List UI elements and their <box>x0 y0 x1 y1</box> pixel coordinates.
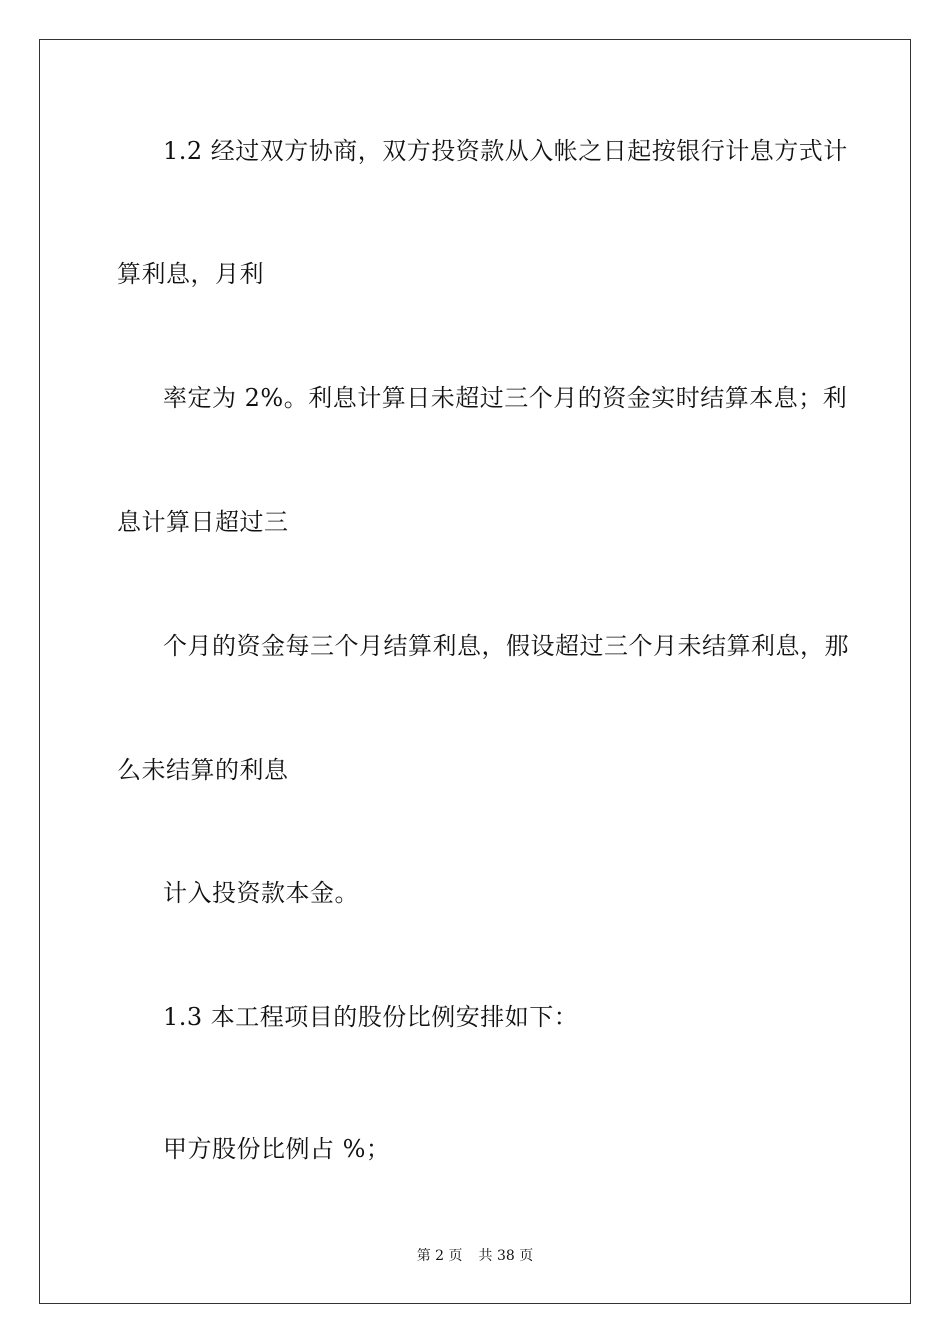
paragraph-line: 计入投资款本金。 <box>163 879 359 907</box>
page-border <box>39 39 911 1304</box>
paragraph-line: 算利息，月利 <box>117 260 264 288</box>
section-heading: 1.3 本工程项目的股份比例安排如下： <box>163 1003 579 1031</box>
paragraph-line: 1.2 经过双方协商，双方投资款从入帐之日起按银行计息方式计 <box>163 137 848 165</box>
paragraph-line: 甲方股份比例占 %； <box>163 1135 391 1163</box>
page-footer <box>0 1247 950 1265</box>
page-number: 第 2 页 <box>416 1248 463 1264</box>
paragraph-line: 率定为 2%。利息计算日未超过三个月的资金实时结算本息；利 <box>163 384 848 412</box>
paragraph-line: 息计算日超过三 <box>117 508 289 536</box>
paragraph-line: 个月的资金每三个月结算利息，假设超过三个月未结算利息，那 <box>163 632 849 660</box>
total-pages: 共 38 页 <box>478 1248 534 1264</box>
paragraph-line: 么未结算的利息 <box>117 756 289 784</box>
